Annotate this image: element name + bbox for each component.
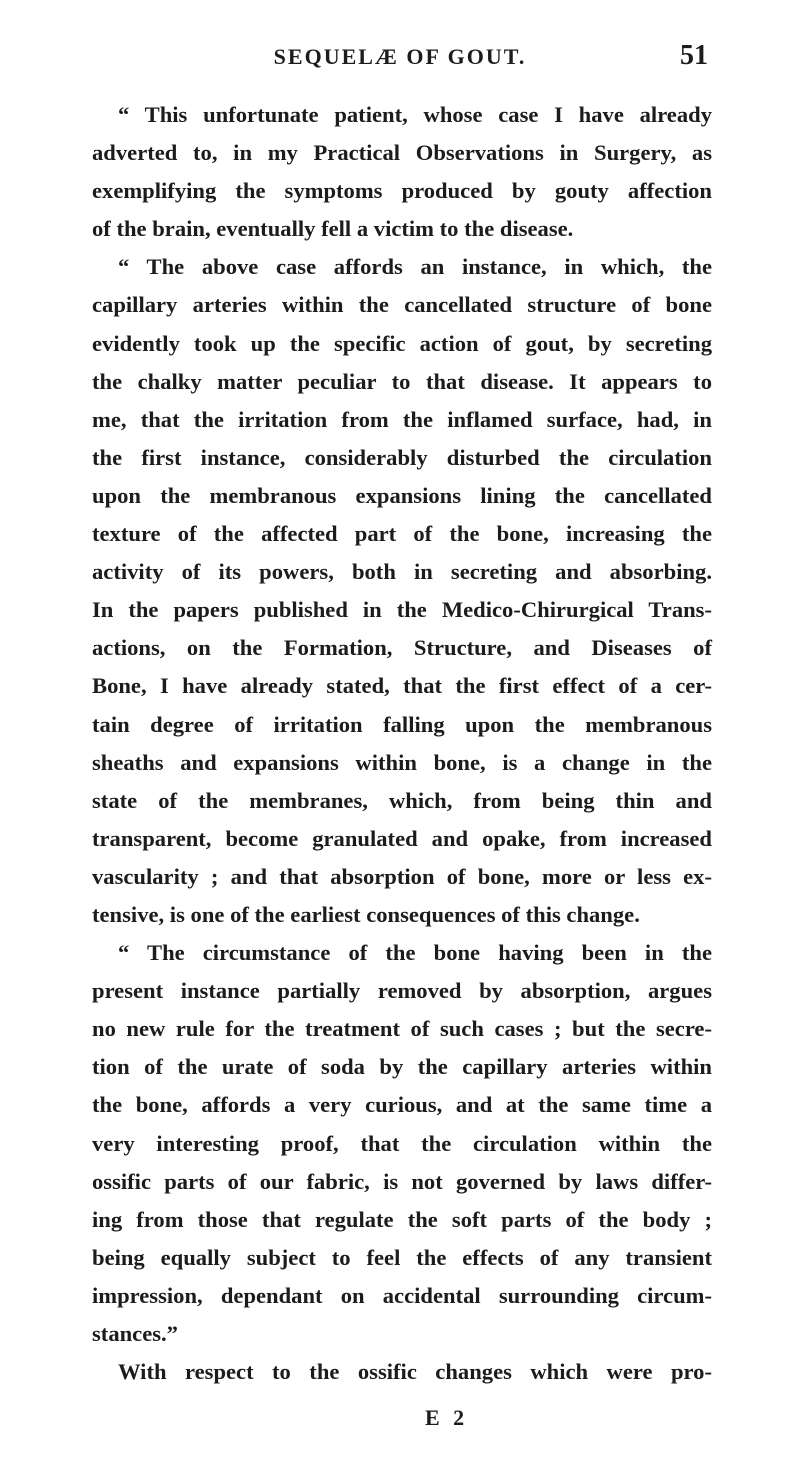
text-line: tain degree of irritation falling upon the membranous <box>92 711 712 737</box>
text-line: of the brain, eventually fell a victim to the disease. <box>92 216 574 242</box>
text-line: actions, on the Formation, Structure, and Diseases of <box>92 635 712 661</box>
text-line: In the papers published in the Medico-Chirurgical Trans- <box>92 597 712 623</box>
body-text <box>92 96 712 1391</box>
text-line: “ The circumstance of the bone having been in the <box>118 940 712 966</box>
text-line: transparent, become granulated and opake, from increased <box>92 825 712 851</box>
text-line: the first instance, considerably disturbed the circulation <box>92 444 712 470</box>
text-line: “ The above case affords an instance, in which, the <box>118 254 712 280</box>
text-line: sheaths and expansions within bone, is a change in the <box>92 749 712 775</box>
text-line: exemplifying the symptoms produced by gouty affection <box>92 178 712 204</box>
text-line: very interesting proof, that the circulation within the <box>92 1130 712 1156</box>
running-title: SEQUELÆ OF GOUT. <box>273 44 527 69</box>
text-line: capillary arteries within the cancellated structure of bone <box>92 292 712 318</box>
text-line: ing from those that regulate the soft parts of the body ; <box>92 1206 712 1232</box>
text-line: activity of its powers, both in secreting and absorbing. <box>92 559 712 585</box>
text-line: impression, dependant on accidental surrounding circum- <box>92 1282 712 1308</box>
text-line: “ This unfortunate patient, whose case I have already <box>118 102 712 127</box>
text-line: present instance partially removed by absorption, argues <box>92 978 712 1004</box>
text-line: stances.” <box>92 1321 178 1346</box>
text-line: me, that the irritation from the inflamed surface, had, in <box>92 406 712 432</box>
page-number: 51 <box>680 40 708 71</box>
text-line: adverted to, in my Practical Observations in Surgery, as <box>92 140 712 166</box>
signature-mark: E 2 <box>425 1405 469 1430</box>
text-line: state of the membranes, which, from being thin and <box>92 787 712 813</box>
page-header <box>92 40 708 84</box>
text-line: being equally subject to feel the effects of any transient <box>92 1244 712 1270</box>
text-line: tion of the urate of soda by the capillary arteries within <box>92 1054 712 1080</box>
text-line: the chalky matter peculiar to that disease. It appears to <box>92 368 712 394</box>
text-line: With respect to the ossific changes which were pro- <box>118 1359 712 1385</box>
text-line: ossific parts of our fabric, is not governed by laws differ- <box>92 1168 712 1194</box>
text-line: no new rule for the treatment of such cases ; but the secre- <box>92 1016 712 1042</box>
text-line: vascularity ; and that absorption of bone, more or less ex- <box>92 863 712 889</box>
text-line: evidently took up the specific action of gout, by secreting <box>92 330 712 356</box>
text-line: Bone, I have already stated, that the first effect of a cer- <box>92 673 712 699</box>
text-line: the bone, affords a very curious, and at the same time a <box>92 1092 712 1118</box>
text-line: upon the membranous expansions lining the cancellated <box>92 482 712 508</box>
text-line: tensive, is one of the earliest consequences of this change. <box>92 901 640 927</box>
text-line: texture of the affected part of the bone, increasing the <box>92 521 712 547</box>
